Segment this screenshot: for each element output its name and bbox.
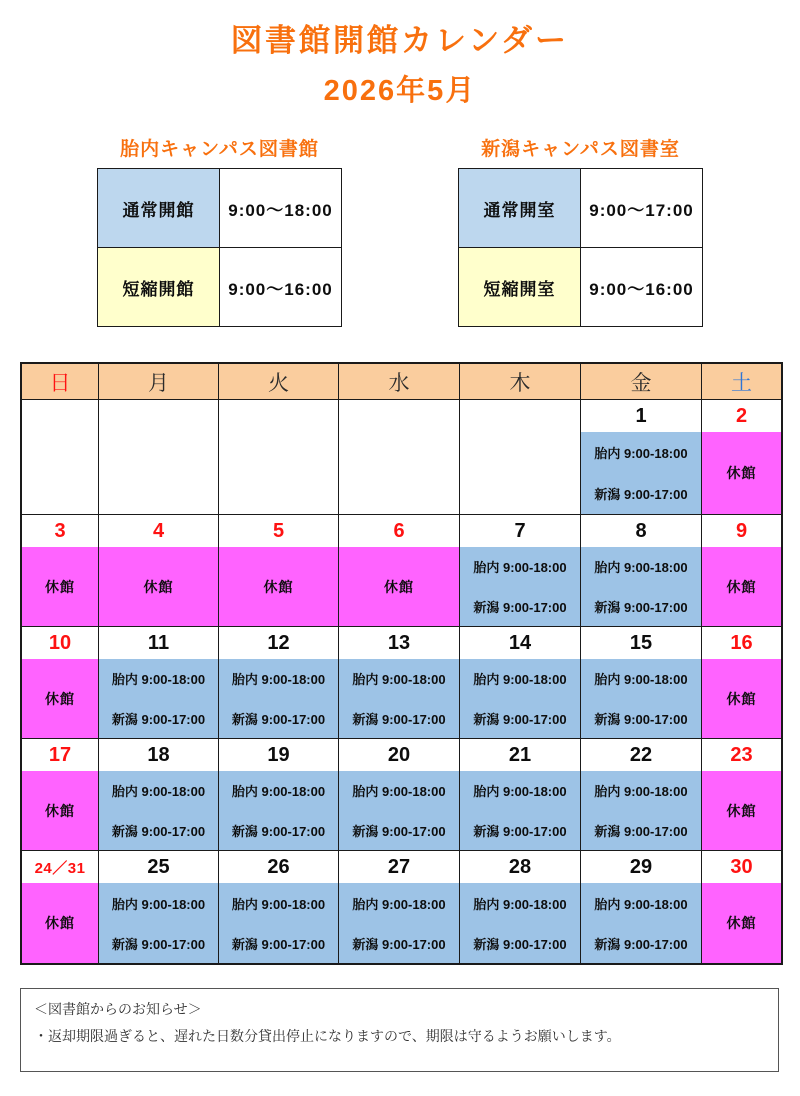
tainai-hours: 胎内 9:00-18:00 [594, 896, 688, 912]
legend-tainai [97, 134, 342, 327]
legend-niigata-table [458, 168, 703, 327]
day-number: 19 [219, 739, 338, 771]
closed-label: 休館 [726, 690, 757, 707]
day-number: 29 [581, 851, 701, 883]
open-hours-block [339, 659, 459, 738]
legend-niigata-heading: 新潟キャンパス図書室 [481, 139, 680, 160]
closed-block [702, 883, 781, 963]
weekday-header-sat: 土 [702, 364, 781, 400]
day-number: 7 [460, 515, 580, 547]
weekday-header-thu: 木 [460, 364, 581, 400]
day-cell-4 [99, 515, 219, 627]
day-number: 25 [99, 851, 218, 883]
closed-label: 休館 [263, 578, 294, 595]
day-cell-29 [581, 851, 702, 963]
calendar-title: 図書館開館カレンダー [231, 23, 569, 58]
weekday-header-fri: 金 [581, 364, 702, 400]
tainai-hours: 胎内 9:00-18:00 [231, 672, 326, 688]
empty-block [460, 432, 580, 514]
open-hours-block [581, 883, 701, 963]
tainai-hours: 胎内 9:00-18:00 [594, 560, 688, 576]
open-hours-block [581, 432, 701, 514]
day-number [99, 400, 218, 432]
open-hours-block [339, 883, 459, 963]
niigata-hours: 新潟 9:00-17:00 [594, 823, 688, 839]
day-cell-9 [702, 515, 781, 627]
closed-label: 休館 [45, 802, 75, 819]
tainai-hours: 胎内 9:00-18:00 [594, 784, 688, 800]
day-cell-empty [22, 400, 99, 515]
closed-label: 休館 [45, 690, 75, 707]
day-cell-5 [219, 515, 339, 627]
legend-row-short [98, 248, 342, 327]
tainai-hours: 胎内 9:00-18:00 [473, 672, 567, 688]
legend-label: 短縮開館 [98, 248, 220, 327]
niigata-hours: 新潟 9:00-17:00 [352, 823, 446, 839]
legend-label: 短縮開室 [459, 248, 581, 327]
niigata-hours: 新潟 9:00-17:00 [473, 936, 567, 952]
day-cell-3 [22, 515, 99, 627]
niigata-hours: 新潟 9:00-17:00 [352, 711, 446, 727]
legend-row-short [459, 248, 703, 327]
niigata-hours: 新潟 9:00-17:00 [594, 599, 688, 615]
niigata-hours: 新潟 9:00-17:00 [473, 823, 567, 839]
day-number: 3 [22, 515, 98, 547]
day-cell-22 [581, 739, 702, 851]
day-number: 17 [22, 739, 98, 771]
day-cell-2 [702, 400, 781, 515]
day-number: 21 [460, 739, 580, 771]
closed-label: 休館 [384, 578, 414, 595]
day-number: 1 [581, 400, 701, 432]
day-number: 23 [702, 739, 781, 771]
day-cell-28 [460, 851, 581, 963]
day-number: 18 [99, 739, 218, 771]
empty-block [22, 432, 98, 514]
day-cell-27 [339, 851, 460, 963]
day-cell-12 [219, 627, 339, 739]
day-number [22, 400, 98, 432]
day-cell-7 [460, 515, 581, 627]
notice-text: ・返却期限過ぎると、遅れた日数分貸出停止になりますので、期限は守るようお願いします。 [34, 1028, 621, 1045]
day-cell-18 [99, 739, 219, 851]
day-cell-empty [339, 400, 460, 515]
closed-label: 休館 [45, 915, 75, 931]
closed-block [702, 659, 781, 738]
niigata-hours: 新潟 9:00-17:00 [473, 711, 567, 727]
open-hours-block [99, 883, 218, 963]
day-cell-13 [339, 627, 460, 739]
closed-block [22, 771, 98, 850]
day-number [339, 400, 459, 432]
open-hours-block [460, 659, 580, 738]
closed-block [22, 883, 98, 963]
open-hours-block [339, 771, 459, 850]
legend-label: 通常開室 [459, 169, 581, 248]
empty-block [339, 432, 459, 514]
closed-label: 休館 [726, 578, 757, 595]
day-cell-17 [22, 739, 99, 851]
day-cell-6 [339, 515, 460, 627]
niigata-hours: 新潟 9:00-17:00 [231, 823, 326, 839]
open-hours-block [219, 771, 338, 850]
legend-hours: 9:00～16:00 [220, 248, 342, 327]
tainai-hours: 胎内 9:00-18:00 [594, 672, 688, 688]
day-number: 12 [219, 627, 338, 659]
tainai-hours: 胎内 9:00-18:00 [473, 560, 567, 576]
day-cell-23 [702, 739, 781, 851]
closed-label: 休館 [726, 802, 757, 819]
legend-tainai-heading: 胎内キャンパス図書館 [120, 139, 319, 160]
tainai-hours: 胎内 9:00-18:00 [111, 896, 206, 912]
day-cell-empty [219, 400, 339, 515]
closed-label: 休館 [143, 578, 174, 595]
tainai-hours: 胎内 9:00-18:00 [473, 784, 567, 800]
day-number: 30 [702, 851, 781, 883]
day-cell-10 [22, 627, 99, 739]
day-number: 11 [99, 627, 218, 659]
day-number: 20 [339, 739, 459, 771]
niigata-hours: 新潟 9:00-17:00 [473, 599, 567, 615]
empty-block [99, 432, 218, 514]
closed-block [22, 659, 98, 738]
closed-block [702, 547, 781, 626]
day-number: 27 [339, 851, 459, 883]
tainai-hours: 胎内 9:00-18:00 [111, 784, 206, 800]
niigata-hours: 新潟 9:00-17:00 [594, 711, 688, 727]
niigata-hours: 新潟 9:00-17:00 [111, 936, 206, 952]
day-number: 14 [460, 627, 580, 659]
day-cell-15 [581, 627, 702, 739]
open-hours-block [581, 659, 701, 738]
day-number: 6 [339, 515, 459, 547]
weekday-header-tue: 火 [219, 364, 339, 400]
open-hours-block [460, 771, 580, 850]
day-cell-21 [460, 739, 581, 851]
niigata-hours: 新潟 9:00-17:00 [231, 711, 326, 727]
niigata-hours: 新潟 9:00-17:00 [231, 936, 326, 952]
legend-hours: 9:00～18:00 [220, 169, 342, 248]
closed-block [702, 771, 781, 850]
empty-block [219, 432, 338, 514]
niigata-hours: 新潟 9:00-17:00 [594, 936, 688, 952]
niigata-hours: 新潟 9:00-17:00 [352, 936, 446, 952]
tainai-hours: 胎内 9:00-18:00 [473, 896, 567, 912]
open-hours-block [219, 883, 338, 963]
open-hours-block [219, 659, 338, 738]
legend-hours: 9:00～16:00 [581, 248, 703, 327]
niigata-hours: 新潟 9:00-17:00 [111, 823, 206, 839]
day-cell-empty [460, 400, 581, 515]
day-cell-26 [219, 851, 339, 963]
open-hours-block [460, 547, 580, 626]
day-cell-25 [99, 851, 219, 963]
open-hours-block [581, 547, 701, 626]
day-number: 9 [702, 515, 781, 547]
day-cell-1 [581, 400, 702, 515]
day-cell-16 [702, 627, 781, 739]
closed-block [339, 547, 459, 626]
day-cell-empty [99, 400, 219, 515]
legend-tainai-table [97, 168, 342, 327]
day-cell-20 [339, 739, 460, 851]
day-number: 8 [581, 515, 701, 547]
day-number: 4 [99, 515, 218, 547]
day-number: 5 [219, 515, 338, 547]
day-number [460, 400, 580, 432]
tainai-hours: 胎内 9:00-18:00 [352, 896, 446, 912]
day-cell-19 [219, 739, 339, 851]
day-number: 28 [460, 851, 580, 883]
closed-label: 休館 [726, 915, 757, 931]
closed-label: 休館 [45, 578, 75, 595]
library-notice-box [20, 988, 779, 1072]
day-cell-11 [99, 627, 219, 739]
closed-block [219, 547, 338, 626]
day-number: 2 [702, 400, 781, 432]
calendar-grid [20, 362, 783, 965]
day-cell-24-31 [22, 851, 99, 963]
tainai-hours: 胎内 9:00-18:00 [231, 896, 326, 912]
legend-niigata [458, 134, 703, 327]
weekday-header-wed: 水 [339, 364, 460, 400]
weekday-header-sun: 日 [22, 364, 99, 400]
day-cell-8 [581, 515, 702, 627]
day-number [219, 400, 338, 432]
weekday-header-mon: 月 [99, 364, 219, 400]
legend-row-normal [459, 169, 703, 248]
closed-block [22, 547, 98, 626]
open-hours-block [99, 659, 218, 738]
notice-heading: ＜図書館からのお知らせ＞ [34, 1001, 202, 1017]
legend-label: 通常開館 [98, 169, 220, 248]
open-hours-block [581, 771, 701, 850]
page-title [0, 22, 800, 109]
tainai-hours: 胎内 9:00-18:00 [352, 672, 446, 688]
tainai-hours: 胎内 9:00-18:00 [352, 784, 446, 800]
day-number: 13 [339, 627, 459, 659]
day-cell-14 [460, 627, 581, 739]
open-hours-block [460, 883, 580, 963]
day-number: 26 [219, 851, 338, 883]
open-hours-block [99, 771, 218, 850]
niigata-hours: 新潟 9:00-17:00 [111, 711, 206, 727]
niigata-hours: 新潟 9:00-17:00 [594, 487, 688, 502]
day-number: 15 [581, 627, 701, 659]
closed-block [702, 432, 781, 514]
day-number: 22 [581, 739, 701, 771]
legend-row-normal [98, 169, 342, 248]
legend-hours: 9:00～17:00 [581, 169, 703, 248]
closed-block [99, 547, 218, 626]
day-number: 24／31 [22, 851, 98, 883]
tainai-hours: 胎内 9:00-18:00 [111, 672, 206, 688]
closed-label: 休館 [726, 465, 757, 481]
tainai-hours: 胎内 9:00-18:00 [231, 784, 326, 800]
calendar-month: 2026年5月 [323, 75, 477, 108]
tainai-hours: 胎内 9:00-18:00 [594, 446, 688, 461]
day-number: 10 [22, 627, 98, 659]
day-number: 16 [702, 627, 781, 659]
day-cell-30 [702, 851, 781, 963]
